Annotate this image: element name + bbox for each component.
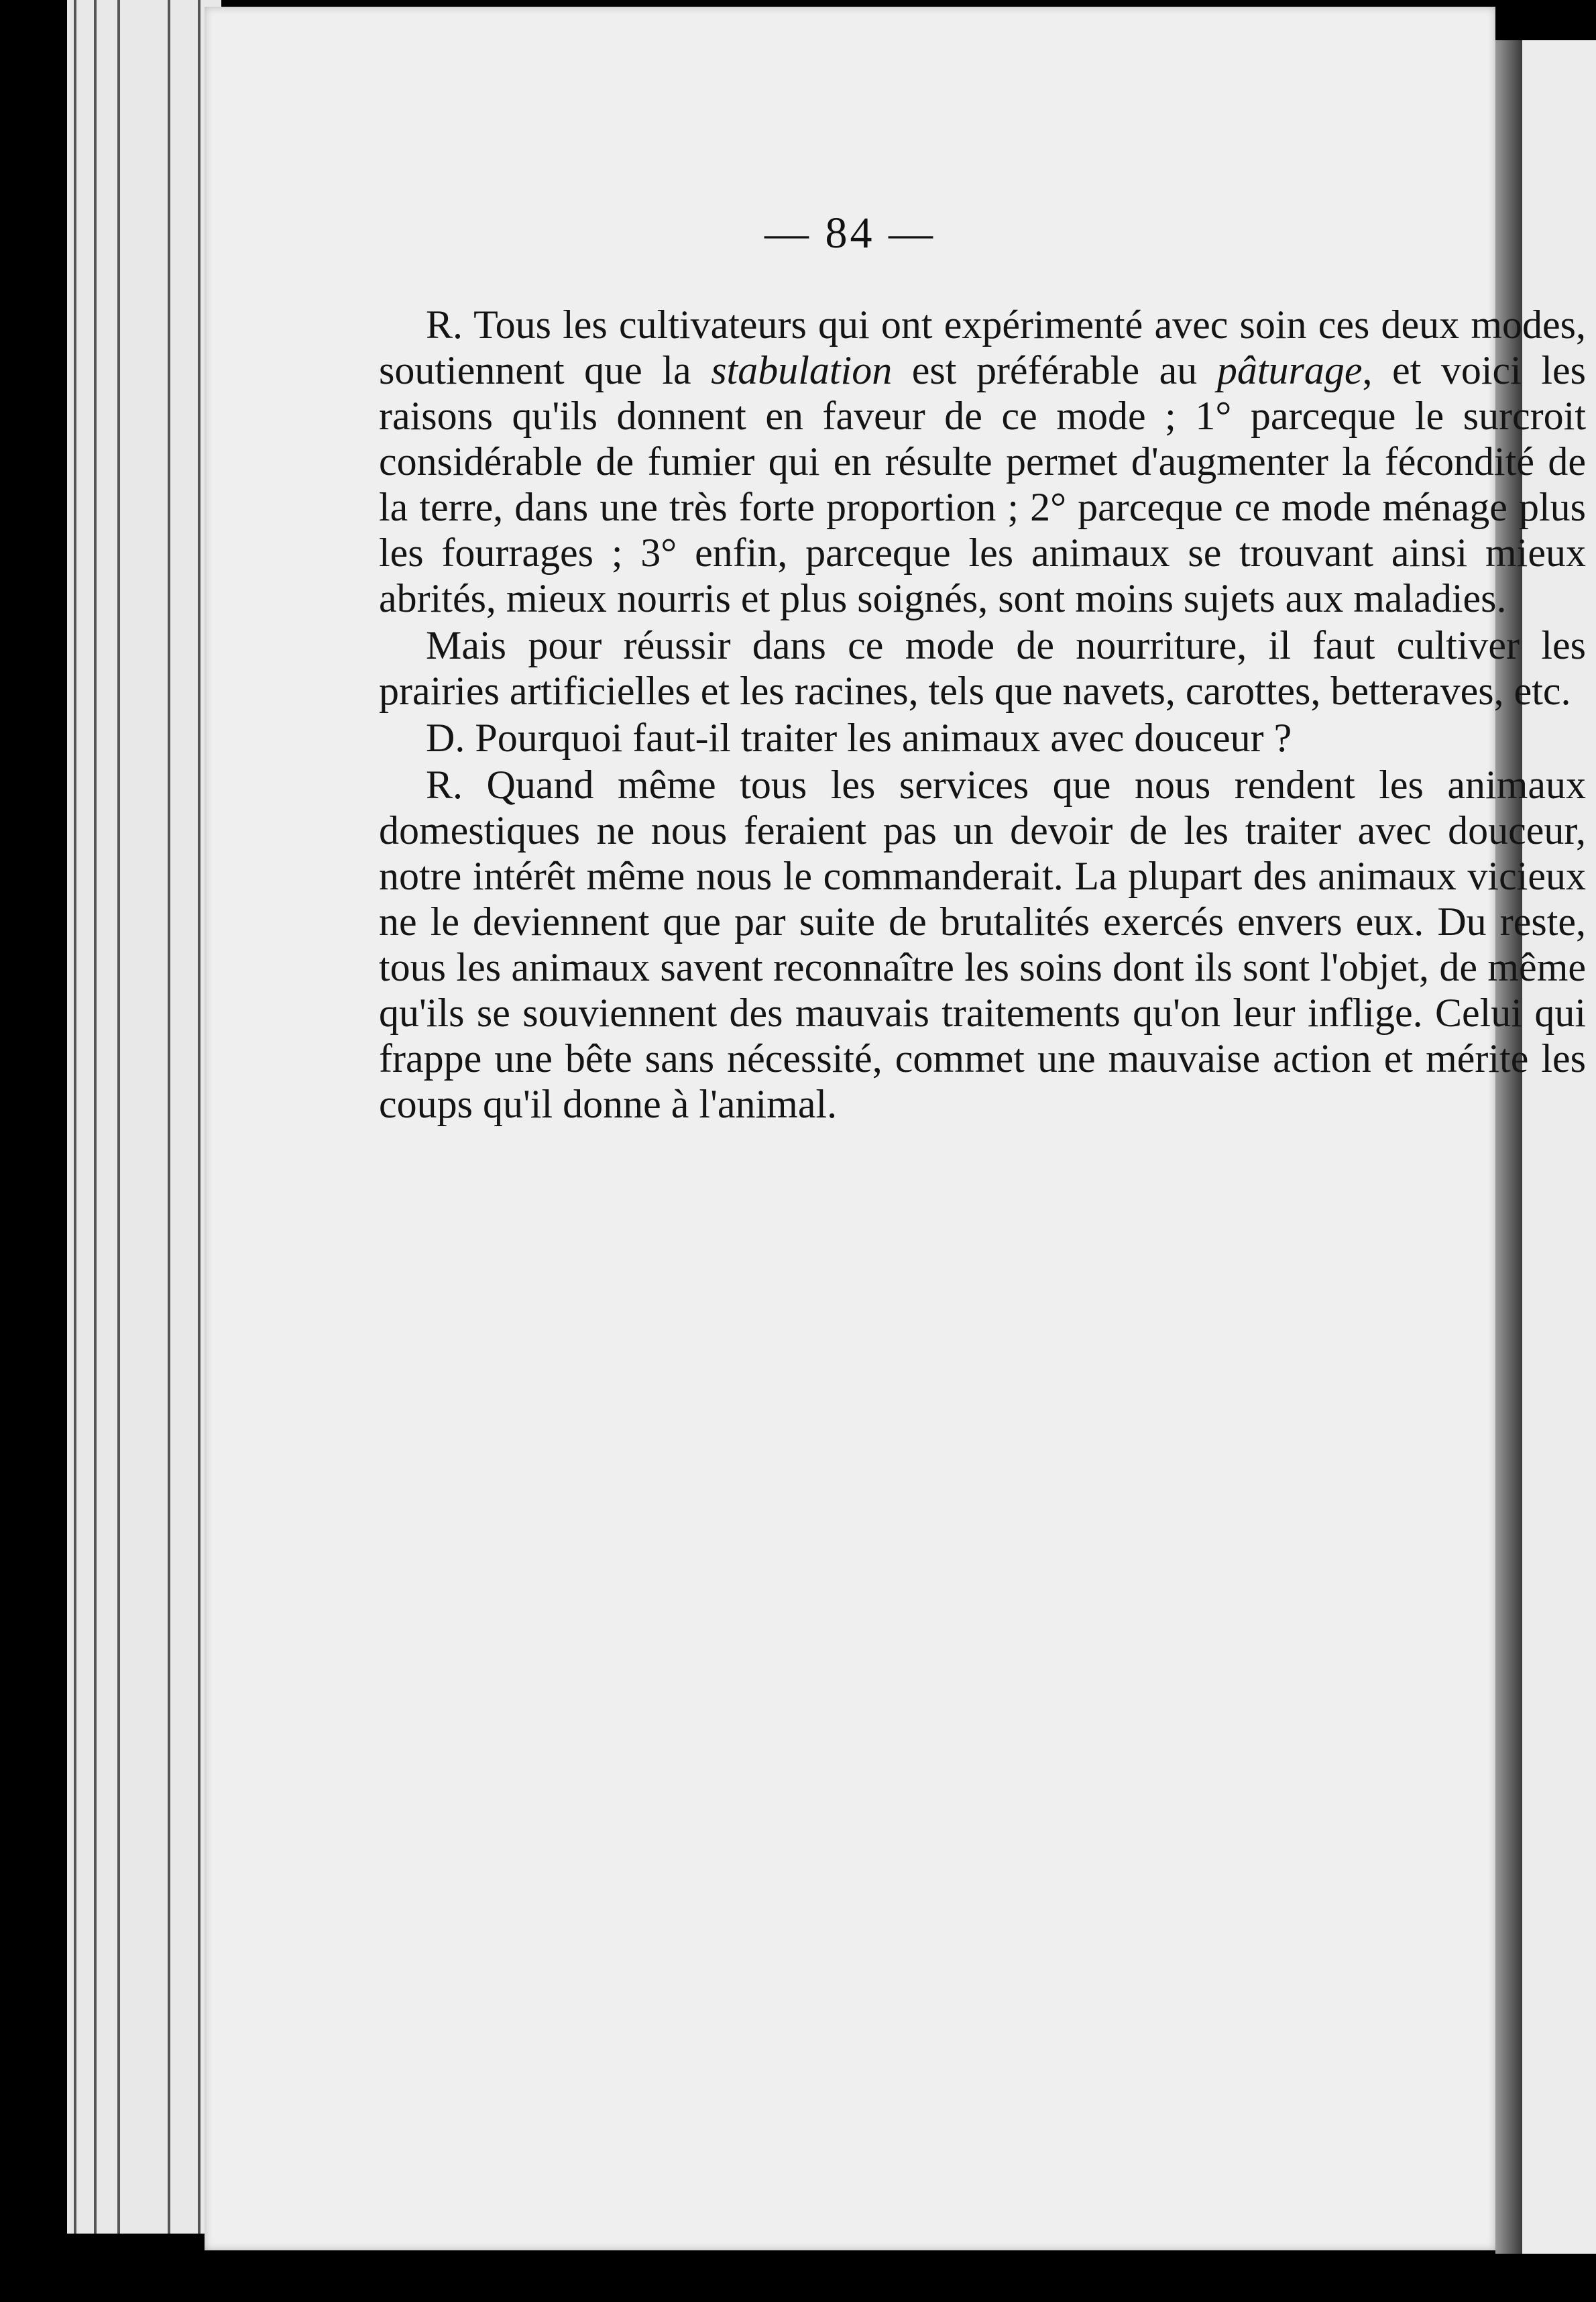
page-number: — 84 — (764, 209, 935, 258)
paragraph-text: , et voici les raisons qu'ils donnent en faveur de ce mode ; 1° parceque le surcroit considérable de fumier qui en résulte permet d'augmenter la fécondité de la terre, dans une très forte proportion ; 2° parceque ce mode ménage plus les fourrages ; 3° enfin, parceque les animaux se trouvant ainsi mieux abrités, mieux nourris et plus soignés, sont moins sujets aux maladies. (379, 348, 1587, 620)
page-edges (67, 0, 221, 2234)
answer-paragraph: R. Quand même tous les services que nous rendent les animaux domestiques ne nous feraient pas un devoir de les traiter avec douceur, notre intérêt même nous le commanderait. La plupart des animaux vicieux ne le deviennent que par suite de brutalités exercés envers eux. Du reste, tous les animaux savent reconnaître les soins dont ils sont l'objet, de même qu'ils se souviennent des mauvais traitements qu'on leur inflige. Celui qui frappe une bête sans nécessité, commet une mauvaise action et mérite les coups qu'il donne à l'animal. (379, 763, 1586, 1126)
page-edge-line (94, 0, 97, 2234)
paragraph (379, 302, 1586, 621)
page-edge-line (198, 0, 201, 2234)
body-text (379, 302, 1586, 1127)
page-edge-line (74, 0, 76, 2234)
question-paragraph: D. Pourquoi faut-il traiter les animaux avec douceur ? (426, 716, 1292, 760)
page-edge-line (117, 0, 120, 2234)
paragraph-text: est préférable au (892, 348, 1217, 392)
page-edge-line (168, 0, 170, 2234)
italic-term: stabulation (711, 348, 893, 392)
book-page (205, 7, 1587, 2250)
italic-term: pâturage (1216, 348, 1363, 392)
paragraph-text: R. Tous les cultivateurs qui ont expérimenté avec soin ces deux modes, soutiennent que la (379, 303, 1586, 392)
paragraph: Mais pour réussir dans ce mode de nourriture, il faut cultiver les prairies artificielles et les racines, tels que navets, carottes, betteraves, etc. (379, 623, 1586, 713)
